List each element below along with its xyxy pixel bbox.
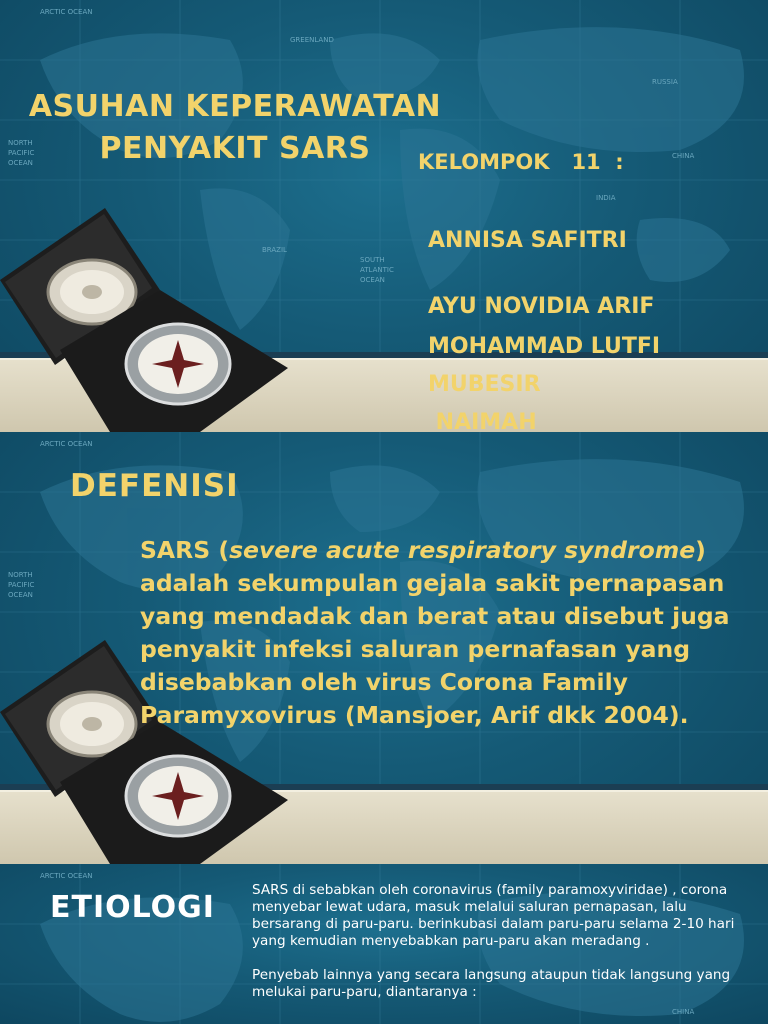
svg-text:ARCTIC OCEAN: ARCTIC OCEAN [40,872,93,880]
svg-text:OCEAN: OCEAN [8,591,33,599]
svg-text:CHINA: CHINA [672,152,695,160]
group-label: KELOMPOK 11 : [418,150,624,174]
svg-text:ATLANTIC: ATLANTIC [360,266,394,274]
member-name: ANNISA SAFITRI [428,228,627,253]
title-line-2: PENYAKIT SARS [99,131,371,166]
svg-text:NORTH: NORTH [8,139,33,147]
compass-icon [0,200,300,432]
presentation-title [0,86,470,170]
slide-title [0,0,768,432]
svg-text:ARCTIC OCEAN: ARCTIC OCEAN [40,440,93,448]
member-name: AYU NOVIDIA ARIF [428,294,655,319]
definition-body-prefix: SARS ( [140,536,230,564]
definition-body-rest: ) adalah sekumpulan gejala sakit pernapasan yang mendadak dan berat atau disebut juga penyakit infeksi saluran pernafasan yang disebabkan oleh virus Corona Family Paramyxovirus (Mansjoer, Arif dkk 2004). [140,536,730,729]
title-line-1: ASUHAN KEPERAWATAN [28,89,442,124]
svg-text:PACIFIC: PACIFIC [8,581,35,589]
svg-text:OCEAN: OCEAN [8,159,33,167]
svg-text:SOUTH: SOUTH [360,256,385,264]
etiology-heading: ETIOLOGI [50,890,215,925]
member-name: MOHAMMAD LUTFI [428,334,661,359]
svg-text:INDIA: INDIA [596,194,616,202]
etiology-body [252,882,742,1018]
svg-text:PACIFIC: PACIFIC [8,149,35,157]
etiology-paragraph-1: SARS di sebabkan oleh coronavirus (family paramoxyviridae) , corona menyebar lewat udara, masuk melalui saluran pernapasan, lalu bersarang di paru-paru. berinkubasi dalam paru-paru selama 2-10 hari yang kemudian menyebabkan paru-paru akan meradang . [252,882,735,949]
member-name: NAIMAH [428,410,537,432]
svg-text:GREENLAND: GREENLAND [290,36,334,44]
svg-text:CHINA: CHINA [672,1008,695,1016]
etiology-paragraph-2: Penyebab lainnya yang secara langsung ataupun tidak langsung yang melukai paru-paru, diantaranya : [252,967,731,1000]
definition-body-italic: severe acute respiratory syndrome [229,536,696,564]
definition-body [140,534,755,732]
member-name: MUBESIR [428,372,541,397]
svg-text:RUSSIA: RUSSIA [652,78,678,86]
svg-text:OCEAN: OCEAN [360,276,385,284]
svg-text:ARCTIC OCEAN: ARCTIC OCEAN [40,8,93,16]
definition-heading: DEFENISI [70,468,239,504]
svg-text:NORTH: NORTH [8,571,33,579]
svg-text:BRAZIL: BRAZIL [262,246,287,254]
